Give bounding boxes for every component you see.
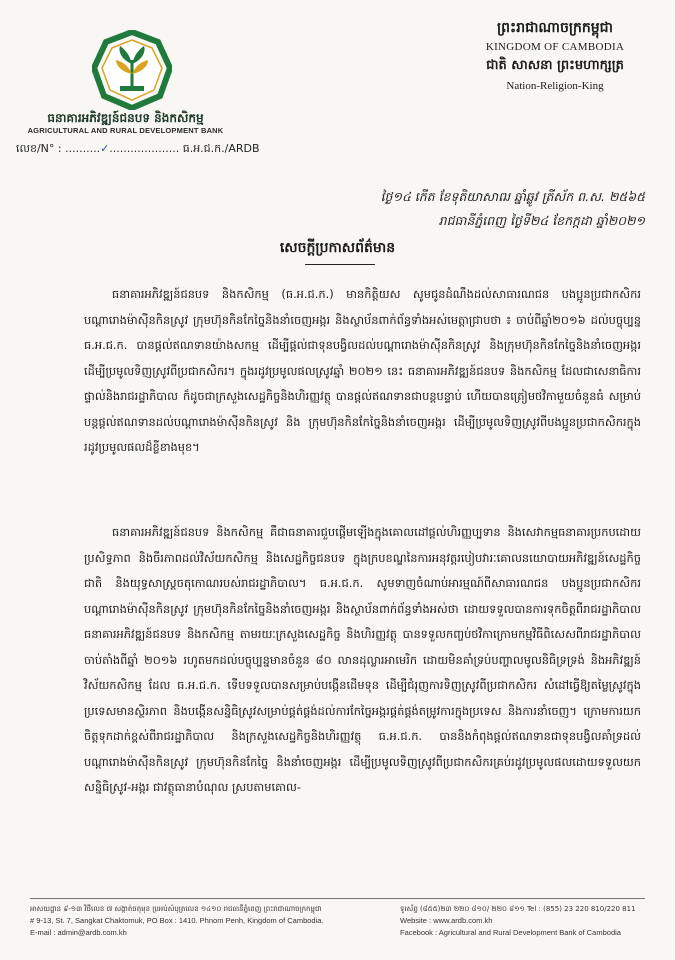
facebook-link: Facebook : Agricultural and Rural Development Bank of Cambodia	[400, 928, 621, 937]
motto-khmer: ជាតិ សាសនា ព្រះមហាក្សត្រ	[486, 58, 624, 73]
kingdom-khmer: ព្រះរាជាណាចក្រកម្ពុជា	[496, 20, 613, 36]
footer-address	[30, 903, 330, 939]
paragraph-1	[84, 282, 641, 461]
website-link: Website : www.ardb.com.kh	[400, 916, 493, 925]
lunar-date: ថ្ងៃ១៤ កើត ខែទុតិយាសាឍ ឆ្នាំឆ្លូវ ត្រីស័ក ព.ស. ២៥៦៥	[380, 189, 645, 204]
motto-english: Nation-Religion-King	[506, 80, 604, 92]
solar-date: រាជធានីភ្នំពេញ ថ្ងៃទី២៤ ខែកក្កដា ឆ្នាំ២០២១	[438, 213, 645, 228]
footer-contact	[400, 903, 670, 939]
ref-dots: ..........	[65, 142, 101, 155]
title-underline	[305, 264, 375, 265]
ref-dots-2: ....................	[109, 142, 180, 155]
checkmark-icon: ✓	[100, 142, 110, 155]
footer-divider	[30, 898, 645, 899]
address-english: # 9-13, St. 7, Sangkat Chaktomuk, PO Box : 1410. Phnom Penh, Kingdom of Cambodia.	[30, 916, 324, 925]
address-khmer: អាសយដ្ឋាន ៩-១៣ វិថីលេខ ៧ សង្កាត់ចតុមុខ ប្រអប់សំបុត្រលេខ ១៤១០ រាជធានីភ្នំពេញ ព្រះរាជាណាចក្រកម្ពុជា	[30, 905, 322, 913]
bank-name-english: AGRICULTURAL AND RURAL DEVELOPMENT BANK	[27, 126, 224, 135]
reference-number	[16, 142, 260, 158]
document-title: សេចក្តីប្រកាសព័ត៌មាន	[279, 240, 396, 256]
paragraph-2-text: ធនាគារអភិវឌ្ឍន៍ជនបទ និងកសិកម្ម គឺជាធនាគារជួបផ្តើមឡើងក្នុងគោលដៅផ្តល់ហិរញ្ញប្បទាន និងសេវាកម្មធនាគារប្រកបដោយប្រសិទ្ធភាព និងចីរភាពដល់វិស័យកសិកម្ម និងសេដ្ឋកិច្ចជនបទ ក្នុងក្របខណ្ឌនៃការអនុវត្តរបៀបវារៈគោលនយោបាយអភិវឌ្ឍន៍សេដ្ឋកិច្ចជាតិ និងយុទ្ធសាស្ត្រចតុកោណរបស់រាជរដ្ឋាភិបាល។ ធ.អ.ជ.ក. សូមទាញចំណាប់អារម្មណ៍ពីសាធារណជន បងប្អូនប្រជាកសិករ បណ្តារោងម៉ាស៊ីនកិនស្រូវ ក្រុមហ៊ុនកិនកែច្នៃនិងនាំចេញអង្ករ និងស្ថាប័នពាក់ព័ន្ធទាំងអស់ថា ដោយទទួលបានការទុកចិត្តពីរាជរដ្ឋាភិបាល ធនាគារអភិវឌ្ឍន៍ជនបទ និងកសិកម្ម តាមរយៈក្រសួងសេដ្ឋកិច្ច និងហិរញ្ញវត្ថុ បានទទួលកញ្ចប់ថវិកាក្រោមកម្មវិធីពិសេសពីរាជរដ្ឋាភិបាលចាប់តាំងពីឆ្នាំ ២០១៦ រហូតមកដល់បច្ចុប្បន្នមានចំនួន ៨០ លានដុល្លារអាមេរិក ដោយមិនគាំទ្រប់បញ្ហាលមូលនិធិទ្រទ្រង់ និងអភិវឌ្ឍន៍វិស័យកសិកម្ម ដែល ធ.អ.ជ.ក. ទើបទទួលបានសម្រាប់បង្កើនដើមទុន ដើម្បីជំរុញការទិញស្រូវពីប្រជាកសិករ សំដៅធ្វើឱ្យតម្លៃស្រូវក្នុងប្រទេសមានស្ថិរភាព និងបង្កើនសន្និធិស្រូវសម្រាប់ផ្គត់ផ្គង់ដល់ការកែច្នៃអង្ករផ្គត់ផ្គង់តម្រូវការក្នុងប្រទេស និងការនាំចេញ។ ក្រោមការយកចិត្តទុកដាក់ខ្ពស់ពីរាជរដ្ឋាភិបាល និងក្រសួងសេដ្ឋកិច្ចនិងហិរញ្ញវត្ថុ ធ.អ.ជ.ក. បាននិងកំពុងផ្តល់ឥណទានជាទុនបង្វិលគាំទ្រដល់បណ្តារោងម៉ាស៊ីនកិនស្រូវ ក្រុមហ៊ុនកិនកែច្នៃ និងនាំចេញអង្ករ ដើម្បីប្រមូលទិញស្រូវពីប្រជាកសិករគ្រប់រដូវប្រមូលផលដោយទទួលយកសន្និធិស្រូវ-អង្ករ ជាវត្ថុធានាបំណុល ស្របតាមគោល-	[84, 525, 641, 794]
paragraph-1-text: ធនាគារអភិវឌ្ឍន៍ជនបទ និងកសិកម្ម (ធ.អ.ជ.ក.) មានកិត្តិយស សូមជូនដំណឹងដល់សាធារណជន បងប្អូនប្រជាកសិករ បណ្តារោងម៉ាស៊ីនកិនស្រូវ ក្រុមហ៊ុនកិនកែច្នៃនិងនាំចេញអង្ករ និងស្ថាប័នពាក់ព័ន្ធទាំងអស់មេត្តាជ្រាបថា ៖ ចាប់ពីឆ្នាំ២០១៦ ដល់បច្ចុប្បន្ន ធ.អ.ជ.ក. បានផ្តល់ឥណទានយ៉ាងសកម្ម ដើម្បីផ្តល់ជាទុនបង្វិលដល់បណ្តារោងម៉ាស៊ីនកិនស្រូវ និងក្រុមហ៊ុនកិនកែច្នៃនិងនាំចេញអង្ករ ដើម្បីប្រមូលទិញស្រូវពីប្រជាកសិករ។ ក្នុងរដូវប្រមូលផលស្រូវឆ្នាំ ២០២១ នេះ ធនាគារអភិវឌ្ឍន៍ជនបទ និងកសិកម្ម ដែលជាសេនាធិការផ្ទាល់និងរាជរដ្ឋាភិបាល ក៏ដូចជាក្រសួងសេដ្ឋកិច្ចនិងហិរញ្ញវត្ថុ បានផ្តល់ឥណទានជាបន្តបន្ទាប់ ហើយបានត្រៀមថវិកាមួយចំនួនធំ សម្រាប់បន្តផ្តល់ឥណទានដល់បណ្តារោងម៉ាស៊ីនកិនស្រូវ និង ក្រុមហ៊ុនកិនកែច្នៃនិងនាំចេញអង្ករ ដើម្បីប្រមូលទិញស្រូវពីបងប្អូនប្រជាកសិករក្នុងរដូវប្រមូលផលដ៏ខ្លីខាងមុខ។	[84, 287, 641, 454]
kingdom-header	[455, 18, 655, 92]
phone-number: ទូរស័ព្ទ (៨៥៥)២៣ ២២០ ៨១០/ ២២០ ៨១១ Tel : (855) 23 220 810/220 811	[400, 905, 636, 913]
paragraph-2	[84, 520, 641, 801]
bank-name-khmer: ធនាគារអភិវឌ្ឍន៍ជនបទ និងកសិកម្ម	[47, 111, 204, 125]
bank-logo-icon	[92, 30, 172, 110]
ref-label: លេខ/N° :	[16, 142, 66, 155]
kingdom-english: KINGDOM OF CAMBODIA	[485, 41, 625, 53]
email-address: E-mail : admin@ardb.com.kh	[30, 928, 127, 937]
ref-suffix: ធ.អ.ជ.ក./ARDB	[179, 142, 260, 155]
